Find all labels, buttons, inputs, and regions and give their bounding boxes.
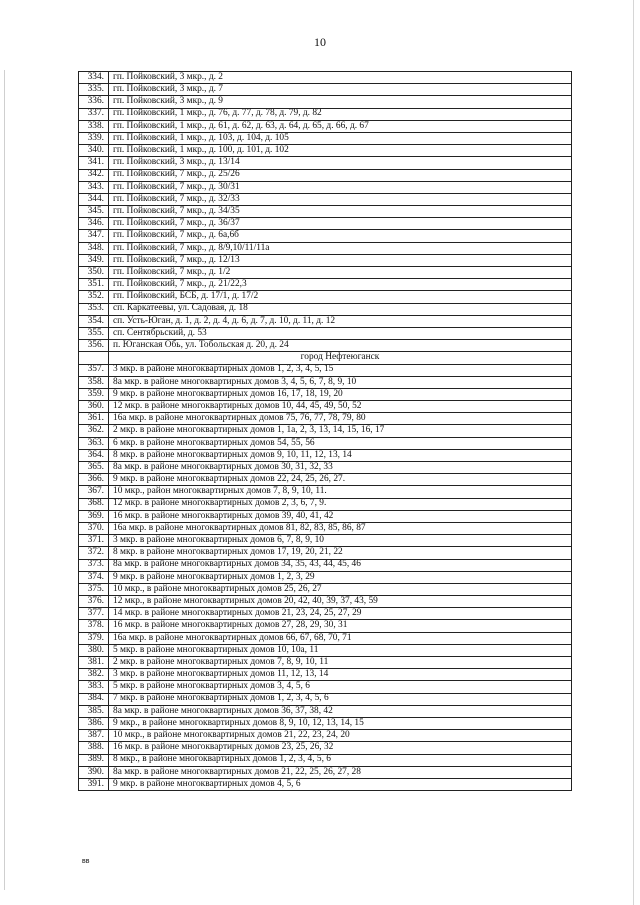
table-row xyxy=(79,84,572,96)
row-address: 9 мкр. в районе многоквартирных домов 16, 17, 18, 19, 20 xyxy=(109,388,572,400)
table-row xyxy=(79,169,572,181)
row-address: 10 мкр., в районе многоквартирных домов 21, 22, 23, 24, 20 xyxy=(109,730,572,742)
row-number: 358. xyxy=(79,376,109,388)
row-address: гп. Пойковский, БСБ, д. 17/1, д. 17/2 xyxy=(109,291,572,303)
table-row xyxy=(79,413,572,425)
table-row xyxy=(79,437,572,449)
row-address: 16а мкр. в районе многоквартирных домов 81, 82, 83, 85, 86, 87 xyxy=(109,522,572,534)
row-address: гп. Пойковский, 1 мкр., д. 103, д. 104, д. 105 xyxy=(109,132,572,144)
row-address: гп. Пойковский, 1 мкр., д. 61, д. 62, д. 63, д. 64, д. 65, д. 66, д. 67 xyxy=(109,120,572,132)
row-number: 383. xyxy=(79,681,109,693)
row-address: 12 мкр., в районе многоквартирных домов 20, 42, 40, 39, 37, 43, 59 xyxy=(109,596,572,608)
table-row xyxy=(79,267,572,279)
table-row xyxy=(79,120,572,132)
row-address: 16 мкр. в районе многоквартирных домов 23, 25, 26, 32 xyxy=(109,742,572,754)
row-number: 379. xyxy=(79,632,109,644)
row-number: 340. xyxy=(79,145,109,157)
row-address: 16а мкр. в районе многоквартирных домов 75, 76, 77, 78, 79, 80 xyxy=(109,413,572,425)
row-number: 377. xyxy=(79,608,109,620)
table-row xyxy=(79,449,572,461)
table-row xyxy=(79,242,572,254)
table-row xyxy=(79,669,572,681)
row-address: сп. Сентябрьский, д. 53 xyxy=(109,327,572,339)
table-row xyxy=(79,327,572,339)
address-table xyxy=(78,71,572,791)
row-address: 8а мкр. в районе многоквартирных домов 34, 35, 43, 44, 45, 46 xyxy=(109,559,572,571)
row-address: гп. Пойковский, 7 мкр., д. 34/35 xyxy=(109,206,572,218)
table-row xyxy=(79,291,572,303)
table-row xyxy=(79,583,572,595)
table-row xyxy=(79,620,572,632)
row-number: 364. xyxy=(79,449,109,461)
row-number: 359. xyxy=(79,388,109,400)
table-row xyxy=(79,766,572,778)
table-row xyxy=(79,72,572,84)
row-number: 365. xyxy=(79,462,109,474)
footer-mark: вв xyxy=(82,858,90,865)
row-number: 335. xyxy=(79,84,109,96)
row-address: 6 мкр. в районе многоквартирных домов 54, 55, 56 xyxy=(109,437,572,449)
row-address: 16 мкр. в районе многоквартирных домов 27, 28, 29, 30, 31 xyxy=(109,620,572,632)
table-row xyxy=(79,693,572,705)
table-row xyxy=(79,535,572,547)
row-number: 357. xyxy=(79,364,109,376)
row-number: 371. xyxy=(79,535,109,547)
row-address: 3 мкр. в районе многоквартирных домов 1, 2, 3, 4, 5, 15 xyxy=(109,364,572,376)
row-number: 337. xyxy=(79,108,109,120)
row-number: 389. xyxy=(79,754,109,766)
table-row xyxy=(79,230,572,242)
scan-edge-left xyxy=(4,70,5,890)
row-address: 2 мкр. в районе многоквартирных домов 1, 1а, 2, 3, 13, 14, 15, 16, 17 xyxy=(109,425,572,437)
row-number: 344. xyxy=(79,193,109,205)
page-number: 10 xyxy=(314,35,326,49)
row-address: гп. Пойковский, 1 мкр., д. 76, д. 77, д. 78, д. 79, д. 82 xyxy=(109,108,572,120)
row-address: гп. Пойковский, 7 мкр., д. 30/31 xyxy=(109,181,572,193)
row-number: 390. xyxy=(79,766,109,778)
row-address: 8а мкр. в районе многоквартирных домов 21, 22, 25, 26, 27, 28 xyxy=(109,766,572,778)
row-address: 2 мкр. в районе многоквартирных домов 7, 8, 9, 10, 11 xyxy=(109,657,572,669)
table-row xyxy=(79,315,572,327)
table-row xyxy=(79,96,572,108)
row-number: 380. xyxy=(79,644,109,656)
row-address: 5 мкр. в районе многоквартирных домов 10, 10а, 11 xyxy=(109,644,572,656)
table-row xyxy=(79,547,572,559)
row-address: гп. Пойковский, 7 мкр., д. 12/13 xyxy=(109,254,572,266)
table-row xyxy=(79,206,572,218)
row-number: 384. xyxy=(79,693,109,705)
row-number: 372. xyxy=(79,547,109,559)
table-row xyxy=(79,754,572,766)
table-row xyxy=(79,364,572,376)
row-number: 381. xyxy=(79,657,109,669)
row-number: 378. xyxy=(79,620,109,632)
address-table-body xyxy=(79,72,572,791)
row-number: 363. xyxy=(79,437,109,449)
row-address: 8 мкр., в районе многоквартирных домов 1, 2, 3, 4, 5, 6 xyxy=(109,754,572,766)
row-address: 8 мкр. в районе многоквартирных домов 17, 19, 20, 21, 22 xyxy=(109,547,572,559)
row-number: 375. xyxy=(79,583,109,595)
table-row xyxy=(79,705,572,717)
row-address: 16а мкр. в районе многоквартирных домов 66, 67, 68, 70, 71 xyxy=(109,632,572,644)
row-number: 343. xyxy=(79,181,109,193)
row-address: гп. Пойковский, 3 мкр., д. 7 xyxy=(109,84,572,96)
row-address: гп. Пойковский, 7 мкр., д. 25/26 xyxy=(109,169,572,181)
row-number: 351. xyxy=(79,279,109,291)
row-address: 14 мкр. в районе многоквартирных домов 21, 23, 24, 25, 27, 29 xyxy=(109,608,572,620)
row-number: 387. xyxy=(79,730,109,742)
table-row xyxy=(79,486,572,498)
table-row xyxy=(79,608,572,620)
row-number: 382. xyxy=(79,669,109,681)
row-address: сп. Усть-Юган, д. 1, д. 2, д. 4, д. 6, д. 7, д. 10, д. 11, д. 12 xyxy=(109,315,572,327)
row-address: 16 мкр. в районе многоквартирных домов 39, 40, 41, 42 xyxy=(109,510,572,522)
row-number: 345. xyxy=(79,206,109,218)
row-address: гп. Пойковский, 1 мкр., д. 100, д. 101, д. 102 xyxy=(109,145,572,157)
row-number: 342. xyxy=(79,169,109,181)
row-address: гп. Пойковский, 3 мкр., д. 9 xyxy=(109,96,572,108)
table-row xyxy=(79,218,572,230)
row-address: п. Юганская Обь, ул. Тобольская д. 20, д. 24 xyxy=(109,340,572,352)
row-number: 369. xyxy=(79,510,109,522)
table-row xyxy=(79,559,572,571)
row-address: 8 мкр. в районе многоквартирных домов 9, 10, 11, 12, 13, 14 xyxy=(109,449,572,461)
row-number: 362. xyxy=(79,425,109,437)
row-number: 376. xyxy=(79,596,109,608)
table-row xyxy=(79,778,572,790)
row-address: 8а мкр. в районе многоквартирных домов 36, 37, 38, 42 xyxy=(109,705,572,717)
row-number: 360. xyxy=(79,401,109,413)
row-address: 9 мкр. в районе многоквартирных домов 4, 5, 6 xyxy=(109,778,572,790)
row-address: 10 мкр., район многоквартирных домов 7, 8, 9, 10, 11. xyxy=(109,486,572,498)
row-address: 7 мкр. в районе многоквартирных домов 1, 2, 3, 4, 5, 6 xyxy=(109,693,572,705)
table-row xyxy=(79,340,572,352)
table-row xyxy=(79,279,572,291)
row-address: гп. Пойковский, 7 мкр., д. 6а,6б xyxy=(109,230,572,242)
table-row xyxy=(79,145,572,157)
row-address: 9 мкр. в районе многоквартирных домов 22, 24, 25, 26, 27. xyxy=(109,474,572,486)
row-address: гп. Пойковский, 7 мкр., д. 8/9,10/11/11а xyxy=(109,242,572,254)
row-address: 3 мкр. в районе многоквартирных домов 6, 7, 8, 9, 10 xyxy=(109,535,572,547)
row-number: 341. xyxy=(79,157,109,169)
row-number: 388. xyxy=(79,742,109,754)
row-number: 334. xyxy=(79,72,109,84)
row-address: 9 мкр., в районе многоквартирных домов 8, 9, 10, 12, 13, 14, 15 xyxy=(109,717,572,729)
row-number: 353. xyxy=(79,303,109,315)
section-title: город Нефтеюганск xyxy=(109,352,572,364)
scan-edge-right xyxy=(633,0,634,905)
table-row xyxy=(79,510,572,522)
table-row xyxy=(79,657,572,669)
row-number: 349. xyxy=(79,254,109,266)
row-address: гп. Пойковский, 3 мкр., д. 2 xyxy=(109,72,572,84)
table-row xyxy=(79,742,572,754)
row-address: 5 мкр. в районе многоквартирных домов 3, 4, 5, 6 xyxy=(109,681,572,693)
row-number: 346. xyxy=(79,218,109,230)
section-header-row xyxy=(79,352,572,364)
row-address: 8а мкр. в районе многоквартирных домов 30, 31, 32, 33 xyxy=(109,462,572,474)
row-address: сп. Каркатеевы, ул. Садовая, д. 18 xyxy=(109,303,572,315)
row-number: 370. xyxy=(79,522,109,534)
table-row xyxy=(79,303,572,315)
table-row xyxy=(79,401,572,413)
row-number: 366. xyxy=(79,474,109,486)
row-address: гп. Пойковский, 7 мкр., д. 36/37 xyxy=(109,218,572,230)
section-num-cell xyxy=(79,352,109,364)
table-row xyxy=(79,717,572,729)
table-row xyxy=(79,157,572,169)
row-number: 356. xyxy=(79,340,109,352)
table-row xyxy=(79,108,572,120)
row-number: 391. xyxy=(79,778,109,790)
table-row xyxy=(79,388,572,400)
row-number: 354. xyxy=(79,315,109,327)
row-number: 336. xyxy=(79,96,109,108)
row-address: гп. Пойковский, 3 мкр., д. 13/14 xyxy=(109,157,572,169)
table-row xyxy=(79,474,572,486)
table-row xyxy=(79,522,572,534)
row-address: 3 мкр. в районе многоквартирных домов 11, 12, 13, 14 xyxy=(109,669,572,681)
table-row xyxy=(79,254,572,266)
table-row xyxy=(79,730,572,742)
row-address: 12 мкр. в районе многоквартирных домов 2, 3, 6, 7, 9. xyxy=(109,498,572,510)
table-row xyxy=(79,181,572,193)
row-number: 339. xyxy=(79,132,109,144)
row-address: 8а мкр. в районе многоквартирных домов 3, 4, 5, 6, 7, 8, 9, 10 xyxy=(109,376,572,388)
table-row xyxy=(79,644,572,656)
row-address: гп. Пойковский, 7 мкр., д. 32/33 xyxy=(109,193,572,205)
row-address: гп. Пойковский, 7 мкр., д. 21/22,3 xyxy=(109,279,572,291)
row-number: 373. xyxy=(79,559,109,571)
row-number: 338. xyxy=(79,120,109,132)
row-number: 386. xyxy=(79,717,109,729)
table-row xyxy=(79,462,572,474)
row-number: 368. xyxy=(79,498,109,510)
table-row xyxy=(79,632,572,644)
row-number: 374. xyxy=(79,571,109,583)
row-address: 10 мкр., в районе многоквартирных домов 25, 26, 27 xyxy=(109,583,572,595)
table-row xyxy=(79,498,572,510)
table-row xyxy=(79,571,572,583)
row-number: 385. xyxy=(79,705,109,717)
row-number: 361. xyxy=(79,413,109,425)
row-number: 352. xyxy=(79,291,109,303)
row-address: 9 мкр. в районе многоквартирных домов 1, 2, 3, 29 xyxy=(109,571,572,583)
table-row xyxy=(79,193,572,205)
row-number: 350. xyxy=(79,267,109,279)
row-number: 355. xyxy=(79,327,109,339)
row-address: 12 мкр. в районе многоквартирных домов 10, 44, 45, 49, 50, 52 xyxy=(109,401,572,413)
row-number: 367. xyxy=(79,486,109,498)
table-row xyxy=(79,681,572,693)
table-row xyxy=(79,132,572,144)
row-address: гп. Пойковский, 7 мкр., д. 1/2 xyxy=(109,267,572,279)
row-number: 348. xyxy=(79,242,109,254)
table-row xyxy=(79,376,572,388)
table-row xyxy=(79,425,572,437)
row-number: 347. xyxy=(79,230,109,242)
table-row xyxy=(79,596,572,608)
